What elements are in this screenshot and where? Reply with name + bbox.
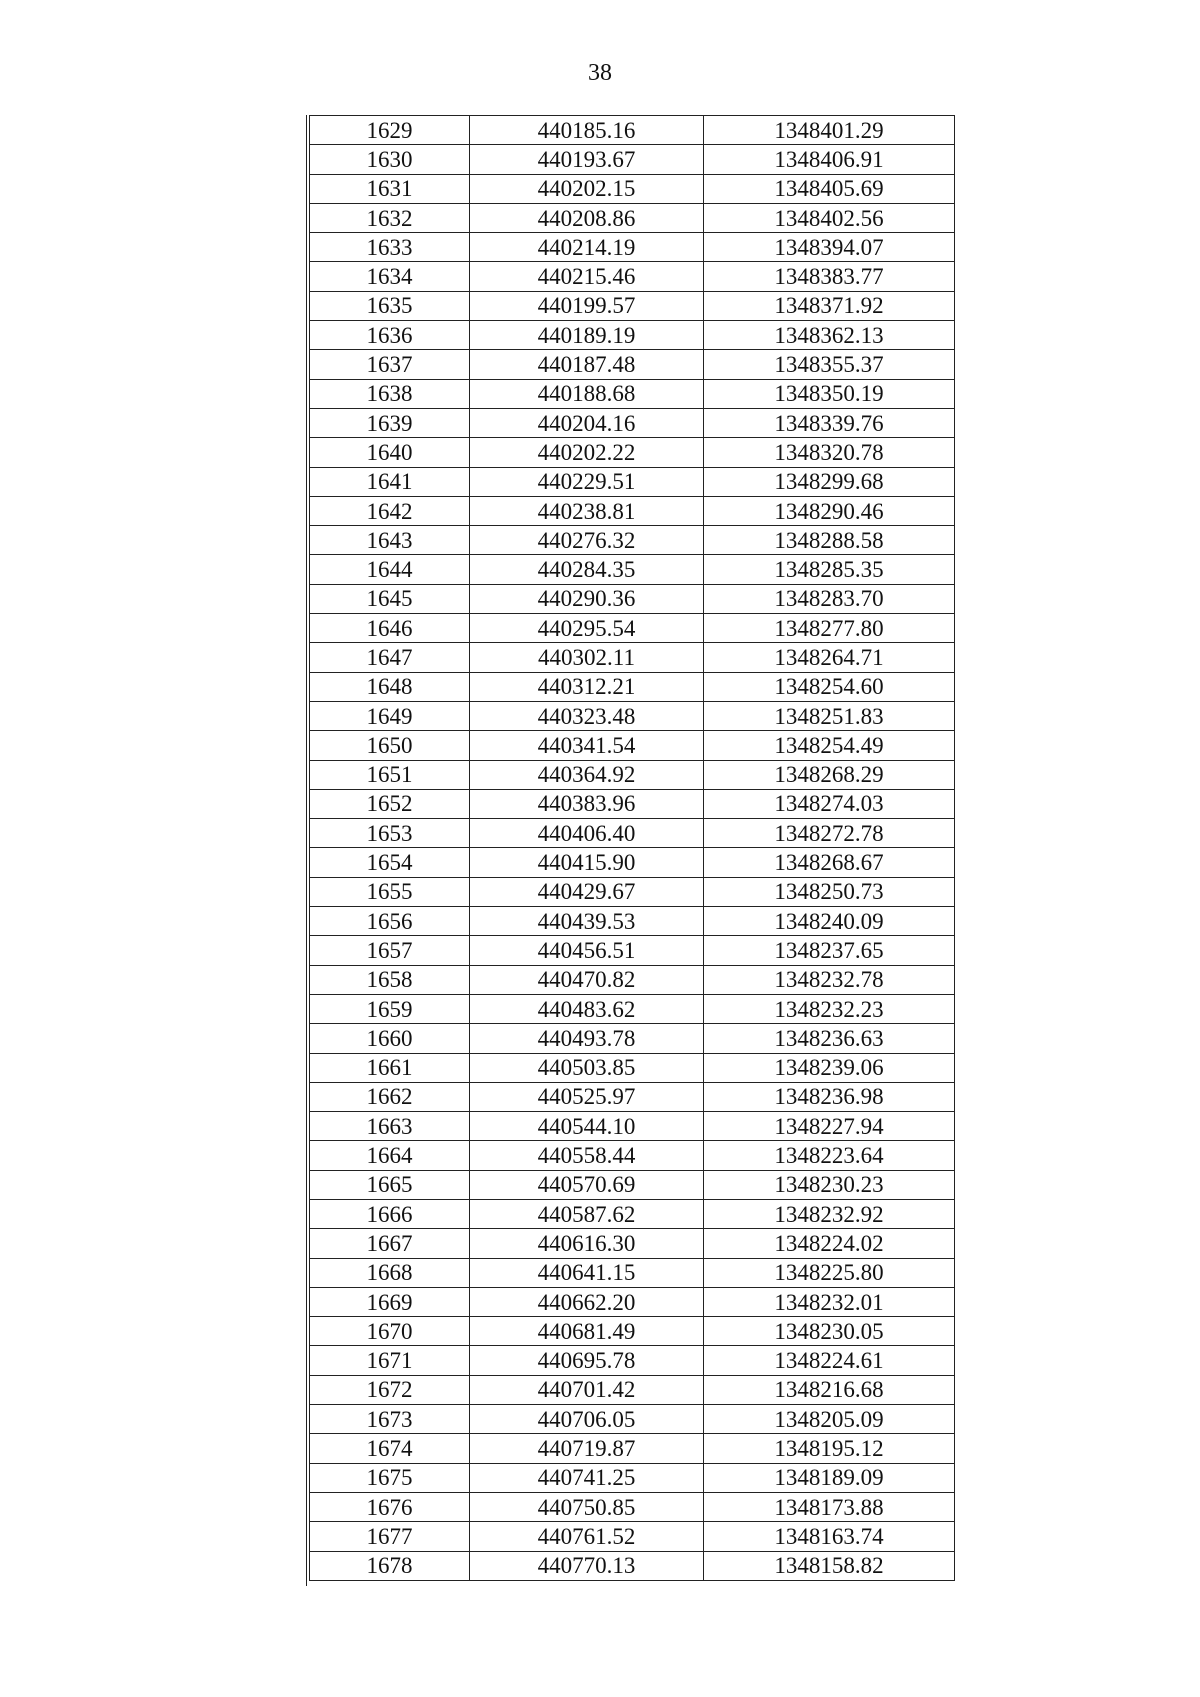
y-coordinate-cell: 1348285.35 (704, 555, 955, 584)
coordinates-table-body (310, 116, 955, 1581)
x-coordinate-cell: 440189.19 (470, 321, 704, 350)
x-coordinate-cell: 440544.10 (470, 1112, 704, 1141)
point-number-cell: 1663 (310, 1112, 470, 1141)
x-coordinate-cell: 440558.44 (470, 1141, 704, 1170)
point-number-cell: 1648 (310, 672, 470, 701)
table-row (310, 1463, 955, 1492)
coordinates-table (309, 115, 955, 1581)
y-coordinate-cell: 1348232.92 (704, 1199, 955, 1228)
x-coordinate-cell: 440238.81 (470, 496, 704, 525)
x-coordinate-cell: 440741.25 (470, 1463, 704, 1492)
y-coordinate-cell: 1348237.65 (704, 936, 955, 965)
x-coordinate-cell: 440383.96 (470, 789, 704, 818)
x-coordinate-cell: 440616.30 (470, 1229, 704, 1258)
table-row (310, 1317, 955, 1346)
y-coordinate-cell: 1348250.73 (704, 877, 955, 906)
x-coordinate-cell: 440406.40 (470, 819, 704, 848)
y-coordinate-cell: 1348224.61 (704, 1346, 955, 1375)
table-row (310, 1287, 955, 1316)
x-coordinate-cell: 440312.21 (470, 672, 704, 701)
y-coordinate-cell: 1348268.29 (704, 760, 955, 789)
point-number-cell: 1646 (310, 614, 470, 643)
x-coordinate-cell: 440641.15 (470, 1258, 704, 1287)
point-number-cell: 1653 (310, 819, 470, 848)
y-coordinate-cell: 1348371.92 (704, 291, 955, 320)
point-number-cell: 1652 (310, 789, 470, 818)
x-coordinate-cell: 440229.51 (470, 467, 704, 496)
table-row (310, 496, 955, 525)
table-row (310, 877, 955, 906)
table-row (310, 1258, 955, 1287)
point-number-cell: 1673 (310, 1405, 470, 1434)
point-number-cell: 1638 (310, 379, 470, 408)
point-number-cell: 1664 (310, 1141, 470, 1170)
y-coordinate-cell: 1348158.82 (704, 1551, 955, 1580)
table-row (310, 1053, 955, 1082)
point-number-cell: 1649 (310, 701, 470, 730)
table-row (310, 379, 955, 408)
point-number-cell: 1655 (310, 877, 470, 906)
point-number-cell: 1642 (310, 496, 470, 525)
x-coordinate-cell: 440202.22 (470, 438, 704, 467)
point-number-cell: 1629 (310, 116, 470, 145)
x-coordinate-cell: 440750.85 (470, 1492, 704, 1521)
table-row (310, 1141, 955, 1170)
point-number-cell: 1676 (310, 1492, 470, 1521)
y-coordinate-cell: 1348163.74 (704, 1522, 955, 1551)
x-coordinate-cell: 440439.53 (470, 907, 704, 936)
table-row (310, 907, 955, 936)
y-coordinate-cell: 1348239.06 (704, 1053, 955, 1082)
point-number-cell: 1657 (310, 936, 470, 965)
y-coordinate-cell: 1348339.76 (704, 408, 955, 437)
point-number-cell: 1659 (310, 994, 470, 1023)
x-coordinate-cell: 440276.32 (470, 526, 704, 555)
table-row (310, 731, 955, 760)
point-number-cell: 1632 (310, 203, 470, 232)
point-number-cell: 1630 (310, 145, 470, 174)
point-number-cell: 1644 (310, 555, 470, 584)
y-coordinate-cell: 1348232.01 (704, 1287, 955, 1316)
table-row (310, 1551, 955, 1580)
table-row (310, 526, 955, 555)
y-coordinate-cell: 1348227.94 (704, 1112, 955, 1141)
table-row (310, 262, 955, 291)
y-coordinate-cell: 1348225.80 (704, 1258, 955, 1287)
table-row (310, 848, 955, 877)
y-coordinate-cell: 1348401.29 (704, 116, 955, 145)
y-coordinate-cell: 1348254.60 (704, 672, 955, 701)
table-row (310, 145, 955, 174)
y-coordinate-cell: 1348288.58 (704, 526, 955, 555)
x-coordinate-cell: 440503.85 (470, 1053, 704, 1082)
x-coordinate-cell: 440493.78 (470, 1024, 704, 1053)
table-row (310, 291, 955, 320)
x-coordinate-cell: 440290.36 (470, 584, 704, 613)
point-number-cell: 1643 (310, 526, 470, 555)
point-number-cell: 1674 (310, 1434, 470, 1463)
table-row (310, 1405, 955, 1434)
y-coordinate-cell: 1348320.78 (704, 438, 955, 467)
y-coordinate-cell: 1348406.91 (704, 145, 955, 174)
table-row (310, 467, 955, 496)
x-coordinate-cell: 440214.19 (470, 233, 704, 262)
x-coordinate-cell: 440302.11 (470, 643, 704, 672)
y-coordinate-cell: 1348405.69 (704, 174, 955, 203)
point-number-cell: 1654 (310, 848, 470, 877)
point-number-cell: 1677 (310, 1522, 470, 1551)
table-row (310, 1229, 955, 1258)
y-coordinate-cell: 1348240.09 (704, 907, 955, 936)
point-number-cell: 1633 (310, 233, 470, 262)
y-coordinate-cell: 1348216.68 (704, 1375, 955, 1404)
table-row (310, 1434, 955, 1463)
table-row (310, 174, 955, 203)
x-coordinate-cell: 440695.78 (470, 1346, 704, 1375)
x-coordinate-cell: 440456.51 (470, 936, 704, 965)
table-row (310, 965, 955, 994)
x-coordinate-cell: 440429.67 (470, 877, 704, 906)
table-row (310, 819, 955, 848)
table-row (310, 789, 955, 818)
x-coordinate-cell: 440208.86 (470, 203, 704, 232)
point-number-cell: 1635 (310, 291, 470, 320)
table-row (310, 203, 955, 232)
x-coordinate-cell: 440525.97 (470, 1082, 704, 1111)
x-coordinate-cell: 440570.69 (470, 1170, 704, 1199)
x-coordinate-cell: 440706.05 (470, 1405, 704, 1434)
y-coordinate-cell: 1348195.12 (704, 1434, 955, 1463)
y-coordinate-cell: 1348205.09 (704, 1405, 955, 1434)
point-number-cell: 1647 (310, 643, 470, 672)
point-number-cell: 1669 (310, 1287, 470, 1316)
table-row (310, 1112, 955, 1141)
point-number-cell: 1658 (310, 965, 470, 994)
x-coordinate-cell: 440470.82 (470, 965, 704, 994)
point-number-cell: 1637 (310, 350, 470, 379)
point-number-cell: 1645 (310, 584, 470, 613)
point-number-cell: 1634 (310, 262, 470, 291)
table-row (310, 1082, 955, 1111)
point-number-cell: 1675 (310, 1463, 470, 1492)
y-coordinate-cell: 1348236.98 (704, 1082, 955, 1111)
y-coordinate-cell: 1348274.03 (704, 789, 955, 818)
point-number-cell: 1651 (310, 760, 470, 789)
x-coordinate-cell: 440284.35 (470, 555, 704, 584)
point-number-cell: 1672 (310, 1375, 470, 1404)
table-row (310, 701, 955, 730)
page-number: 38 (588, 60, 612, 86)
point-number-cell: 1660 (310, 1024, 470, 1053)
table-row (310, 116, 955, 145)
y-coordinate-cell: 1348189.09 (704, 1463, 955, 1492)
point-number-cell: 1640 (310, 438, 470, 467)
x-coordinate-cell: 440215.46 (470, 262, 704, 291)
table-row (310, 1522, 955, 1551)
x-coordinate-cell: 440662.20 (470, 1287, 704, 1316)
point-number-cell: 1666 (310, 1199, 470, 1228)
x-coordinate-cell: 440415.90 (470, 848, 704, 877)
x-coordinate-cell: 440483.62 (470, 994, 704, 1023)
x-coordinate-cell: 440364.92 (470, 760, 704, 789)
table-row (310, 321, 955, 350)
x-coordinate-cell: 440185.16 (470, 116, 704, 145)
point-number-cell: 1656 (310, 907, 470, 936)
point-number-cell: 1639 (310, 408, 470, 437)
x-coordinate-cell: 440199.57 (470, 291, 704, 320)
point-number-cell: 1631 (310, 174, 470, 203)
point-number-cell: 1668 (310, 1258, 470, 1287)
y-coordinate-cell: 1348268.67 (704, 848, 955, 877)
y-coordinate-cell: 1348272.78 (704, 819, 955, 848)
table-row (310, 555, 955, 584)
point-number-cell: 1670 (310, 1317, 470, 1346)
point-number-cell: 1650 (310, 731, 470, 760)
y-coordinate-cell: 1348277.80 (704, 614, 955, 643)
table-left-double-rule (306, 115, 307, 1586)
y-coordinate-cell: 1348290.46 (704, 496, 955, 525)
x-coordinate-cell: 440295.54 (470, 614, 704, 643)
table-row (310, 350, 955, 379)
y-coordinate-cell: 1348251.83 (704, 701, 955, 730)
table-row (310, 643, 955, 672)
point-number-cell: 1667 (310, 1229, 470, 1258)
table-row (310, 584, 955, 613)
table-row (310, 1346, 955, 1375)
x-coordinate-cell: 440193.67 (470, 145, 704, 174)
point-number-cell: 1665 (310, 1170, 470, 1199)
table-row (310, 408, 955, 437)
y-coordinate-cell: 1348230.23 (704, 1170, 955, 1199)
table-row (310, 672, 955, 701)
table-row (310, 1492, 955, 1521)
y-coordinate-cell: 1348173.88 (704, 1492, 955, 1521)
point-number-cell: 1661 (310, 1053, 470, 1082)
table-row (310, 1375, 955, 1404)
x-coordinate-cell: 440681.49 (470, 1317, 704, 1346)
table-row (310, 233, 955, 262)
table-row (310, 760, 955, 789)
x-coordinate-cell: 440587.62 (470, 1199, 704, 1228)
y-coordinate-cell: 1348232.23 (704, 994, 955, 1023)
point-number-cell: 1678 (310, 1551, 470, 1580)
y-coordinate-cell: 1348350.19 (704, 379, 955, 408)
x-coordinate-cell: 440323.48 (470, 701, 704, 730)
x-coordinate-cell: 440719.87 (470, 1434, 704, 1463)
table-row (310, 1024, 955, 1053)
x-coordinate-cell: 440761.52 (470, 1522, 704, 1551)
y-coordinate-cell: 1348254.49 (704, 731, 955, 760)
y-coordinate-cell: 1348355.37 (704, 350, 955, 379)
point-number-cell: 1636 (310, 321, 470, 350)
y-coordinate-cell: 1348223.64 (704, 1141, 955, 1170)
point-number-cell: 1662 (310, 1082, 470, 1111)
y-coordinate-cell: 1348362.13 (704, 321, 955, 350)
x-coordinate-cell: 440770.13 (470, 1551, 704, 1580)
y-coordinate-cell: 1348402.56 (704, 203, 955, 232)
point-number-cell: 1641 (310, 467, 470, 496)
x-coordinate-cell: 440187.48 (470, 350, 704, 379)
table-row (310, 936, 955, 965)
y-coordinate-cell: 1348299.68 (704, 467, 955, 496)
y-coordinate-cell: 1348394.07 (704, 233, 955, 262)
table-row (310, 994, 955, 1023)
x-coordinate-cell: 440188.68 (470, 379, 704, 408)
x-coordinate-cell: 440204.16 (470, 408, 704, 437)
y-coordinate-cell: 1348236.63 (704, 1024, 955, 1053)
y-coordinate-cell: 1348383.77 (704, 262, 955, 291)
y-coordinate-cell: 1348264.71 (704, 643, 955, 672)
y-coordinate-cell: 1348283.70 (704, 584, 955, 613)
x-coordinate-cell: 440202.15 (470, 174, 704, 203)
point-number-cell: 1671 (310, 1346, 470, 1375)
x-coordinate-cell: 440341.54 (470, 731, 704, 760)
table-row (310, 614, 955, 643)
y-coordinate-cell: 1348232.78 (704, 965, 955, 994)
table-row (310, 1170, 955, 1199)
table-row (310, 1199, 955, 1228)
x-coordinate-cell: 440701.42 (470, 1375, 704, 1404)
table-row (310, 438, 955, 467)
y-coordinate-cell: 1348224.02 (704, 1229, 955, 1258)
y-coordinate-cell: 1348230.05 (704, 1317, 955, 1346)
